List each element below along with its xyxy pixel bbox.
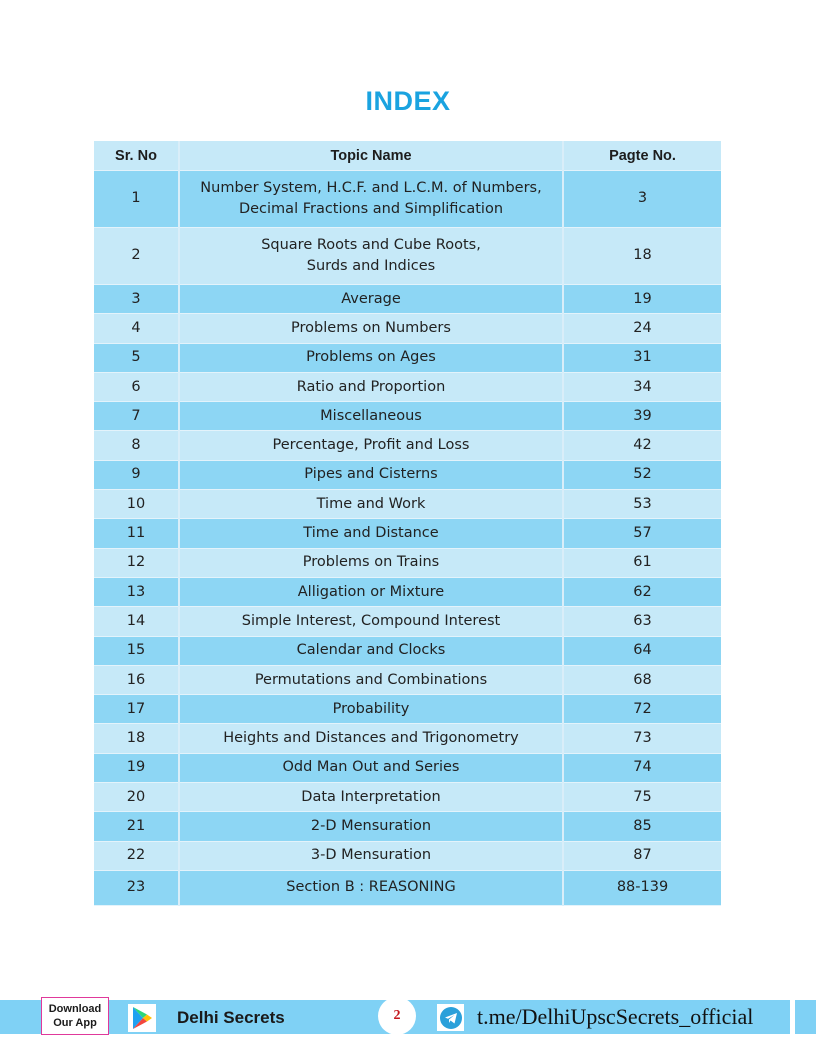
brand-name: Delhi Secrets — [177, 1008, 285, 1027]
sr-no-cell: 22 — [94, 841, 179, 870]
topic-line: Decimal Fractions and Simplification — [238, 201, 504, 217]
sr-no-cell: 10 — [94, 490, 179, 519]
sr-no-cell: 21 — [94, 812, 179, 841]
page-no-cell: 63 — [563, 607, 721, 636]
page-number: 2 — [378, 997, 416, 1035]
index-table — [94, 141, 721, 906]
topic-cell: Pipes and Cisterns — [179, 460, 563, 489]
sr-no-cell: 4 — [94, 314, 179, 343]
page-no-cell: 52 — [563, 460, 721, 489]
table-row — [94, 636, 721, 665]
table-row — [94, 695, 721, 724]
page-no-cell: 62 — [563, 577, 721, 606]
header-sr-no: Sr. No — [94, 141, 179, 171]
table-row — [94, 724, 721, 753]
topic-cell: Odd Man Out and Series — [179, 753, 563, 782]
table-header-row — [94, 141, 721, 171]
topic-cell: Simple Interest, Compound Interest — [179, 607, 563, 636]
topic-cell: Average — [179, 285, 563, 314]
page-title: INDEX — [365, 86, 451, 116]
header-page-no: Pagte No. — [563, 141, 721, 171]
table-row — [94, 431, 721, 460]
page-no-cell: 75 — [563, 783, 721, 812]
sr-no-cell: 20 — [94, 783, 179, 812]
table-row — [94, 548, 721, 577]
sr-no-cell: 3 — [94, 285, 179, 314]
topic-line: Surds and Indices — [306, 258, 436, 274]
table-row — [94, 490, 721, 519]
sr-no-cell: 16 — [94, 665, 179, 694]
page-no-cell: 57 — [563, 519, 721, 548]
table-row — [94, 812, 721, 841]
table-row — [94, 314, 721, 343]
page-no-cell: 68 — [563, 665, 721, 694]
page-no-cell: 42 — [563, 431, 721, 460]
sr-no-cell: 5 — [94, 343, 179, 372]
sr-no-cell: 13 — [94, 577, 179, 606]
page-no-cell: 19 — [563, 285, 721, 314]
topic-cell: Heights and Distances and Trigonometry — [179, 724, 563, 753]
sr-no-cell: 7 — [94, 402, 179, 431]
page-no-cell: 24 — [563, 314, 721, 343]
topic-line: Square Roots and Cube Roots, — [261, 236, 481, 253]
page-no-cell: 34 — [563, 372, 721, 401]
table-row — [94, 841, 721, 870]
topic-line: Number System, H.C.F. and L.C.M. of Numbers, — [200, 179, 542, 196]
sr-no-cell: 12 — [94, 548, 179, 577]
topic-cell: 3-D Mensuration — [179, 841, 563, 870]
table-row — [94, 285, 721, 314]
topic-cell: Time and Distance — [179, 519, 563, 548]
telegram-link[interactable]: t.me/DelhiUpscSecrets_official — [477, 1004, 754, 1029]
page-no-cell: 64 — [563, 636, 721, 665]
table-row — [94, 372, 721, 401]
topic-cell: Problems on Numbers — [179, 314, 563, 343]
topic-cell: Miscellaneous — [179, 402, 563, 431]
page-no-cell: 85 — [563, 812, 721, 841]
sr-no-cell: 17 — [94, 695, 179, 724]
topic-cell: 2-D Mensuration — [179, 812, 563, 841]
footer-bar-end — [795, 1000, 816, 1034]
table-row — [94, 402, 721, 431]
table-row — [94, 577, 721, 606]
sr-no-cell: 11 — [94, 519, 179, 548]
table-row — [94, 460, 721, 489]
google-play-icon[interactable] — [128, 1004, 156, 1032]
table-row — [94, 171, 721, 228]
page-no-cell: 18 — [563, 228, 721, 285]
table-row — [94, 783, 721, 812]
topic-cell — [179, 228, 563, 285]
topic-cell — [179, 171, 563, 228]
topic-cell: Problems on Trains — [179, 548, 563, 577]
table-row — [94, 519, 721, 548]
table-row — [94, 228, 721, 285]
topic-cell: Ratio and Proportion — [179, 372, 563, 401]
topic-cell: Percentage, Profit and Loss — [179, 431, 563, 460]
topic-cell: Data Interpretation — [179, 783, 563, 812]
sr-no-cell: 23 — [94, 870, 179, 905]
sr-no-cell: 19 — [94, 753, 179, 782]
page-no-cell: 3 — [563, 171, 721, 228]
download-label-line1: Download — [48, 1003, 102, 1015]
page-no-cell: 87 — [563, 841, 721, 870]
sr-no-cell: 9 — [94, 460, 179, 489]
sr-no-cell: 2 — [94, 228, 179, 285]
table-row — [94, 607, 721, 636]
page-no-cell: 61 — [563, 548, 721, 577]
topic-cell: Problems on Ages — [179, 343, 563, 372]
page-no-cell: 53 — [563, 490, 721, 519]
telegram-icon[interactable] — [437, 1004, 464, 1031]
table-row — [94, 343, 721, 372]
download-app-button[interactable] — [41, 997, 109, 1035]
sr-no-cell: 1 — [94, 171, 179, 228]
topic-cell: Calendar and Clocks — [179, 636, 563, 665]
page-no-cell: 73 — [563, 724, 721, 753]
sr-no-cell: 14 — [94, 607, 179, 636]
table-row — [94, 665, 721, 694]
topic-cell: Permutations and Combinations — [179, 665, 563, 694]
topic-cell: Time and Work — [179, 490, 563, 519]
topic-cell: Alligation or Mixture — [179, 577, 563, 606]
topic-cell: Section B : REASONING — [179, 870, 563, 905]
header-topic-name: Topic Name — [179, 141, 563, 171]
table-row — [94, 753, 721, 782]
sr-no-cell: 6 — [94, 372, 179, 401]
page-no-cell: 39 — [563, 402, 721, 431]
page-no-cell: 72 — [563, 695, 721, 724]
sr-no-cell: 18 — [94, 724, 179, 753]
page-no-cell: 31 — [563, 343, 721, 372]
sr-no-cell: 15 — [94, 636, 179, 665]
download-label-line2: Our App — [53, 1017, 97, 1029]
sr-no-cell: 8 — [94, 431, 179, 460]
table-row — [94, 870, 721, 905]
page-no-cell: 88-139 — [563, 870, 721, 905]
page-no-cell: 74 — [563, 753, 721, 782]
topic-cell: Probability — [179, 695, 563, 724]
